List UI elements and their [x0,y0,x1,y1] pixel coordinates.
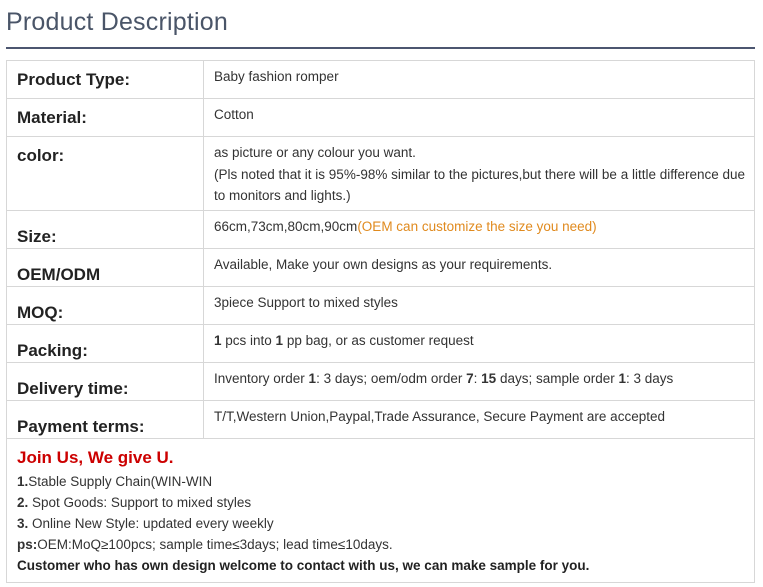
table-row [7,325,755,363]
title-underline [6,47,755,49]
delivery-num: 7 [466,371,474,386]
row-label-payment-terms: Payment terms: [7,401,204,439]
packing-qty-1: 1 [214,333,222,348]
color-note: (Pls noted that it is 95%-98% similar to the pictures,but there will be a little difference due to monitors and lights.) [214,167,746,203]
delivery-part: : [473,371,482,386]
footer-cell [7,439,755,583]
row-value-payment-terms: T/T,Western Union,Paypal,Trade Assurance, Secure Payment are accepted [204,401,755,439]
row-value-moq: 3piece Support to mixed styles [204,287,755,325]
footer-line-5: Customer who has own design welcome to contact with us, we can make sample for you. [17,558,590,573]
row-value-color [204,137,755,211]
page-title: Product Description [6,8,228,36]
row-value-oem-odm: Available, Make your own designs as your requirements. [204,249,755,287]
row-label-packing: Packing: [7,325,204,363]
row-value-product-type: Baby fashion romper [204,61,755,99]
row-value-packing [204,325,755,363]
footer-row [7,439,755,583]
footer-text: Spot Goods: Support to mixed styles [28,495,252,510]
delivery-part: days; sample order [496,371,619,386]
delivery-part: Inventory order [214,371,309,386]
row-label-size: Size: [7,211,204,249]
footer-prefix: ps: [17,537,38,552]
footer-line-4 [17,534,754,555]
size-values: 66cm,73cm,80cm,90cm [214,219,358,234]
row-label-delivery-time: Delivery time: [7,363,204,401]
spec-table [6,60,755,583]
packing-text-2: pp bag, or as customer request [283,333,474,348]
row-label-moq: MOQ: [7,287,204,325]
delivery-num: 1 [618,371,627,386]
delivery-num: 15 [481,371,497,386]
delivery-part: : 3 days; oem/odm order [316,371,467,386]
delivery-part: : 3 days [626,371,674,386]
table-row [7,401,755,439]
row-label-product-type: Product Type: [7,61,204,99]
row-value-size [204,211,755,249]
footer-num: 2. [17,495,29,510]
table-row [7,211,755,249]
footer-line-3 [17,513,754,534]
footer-line-1 [17,471,754,492]
footer-num: 1. [17,474,29,489]
row-value-material: Cotton [204,99,755,137]
row-label-color: color: [7,137,204,211]
footer-num: 3. [17,516,29,531]
table-row [7,363,755,401]
row-value-delivery-time [204,363,755,401]
footer-text: OEM:MoQ≥100pcs; sample time≤3days; lead time≤10days. [37,537,393,552]
delivery-num: 1 [308,371,317,386]
packing-text-1: pcs into [221,333,276,348]
packing-qty-2: 1 [275,333,284,348]
table-row [7,137,755,211]
footer-line-2 [17,492,754,513]
footer-text: Stable Supply Chain(WIN-WIN [28,474,213,489]
table-row [7,99,755,137]
table-row [7,61,755,99]
footer-text: Online New Style: updated every weekly [28,516,274,531]
row-label-material: Material: [7,99,204,137]
size-oem-note: (OEM can customize the size you need) [357,219,597,234]
join-heading: Join Us, We give U. [17,448,174,467]
color-value: as picture or any colour you want. [214,145,416,160]
table-row [7,287,755,325]
table-row [7,249,755,287]
row-label-oem-odm: OEM/ODM [7,249,204,287]
